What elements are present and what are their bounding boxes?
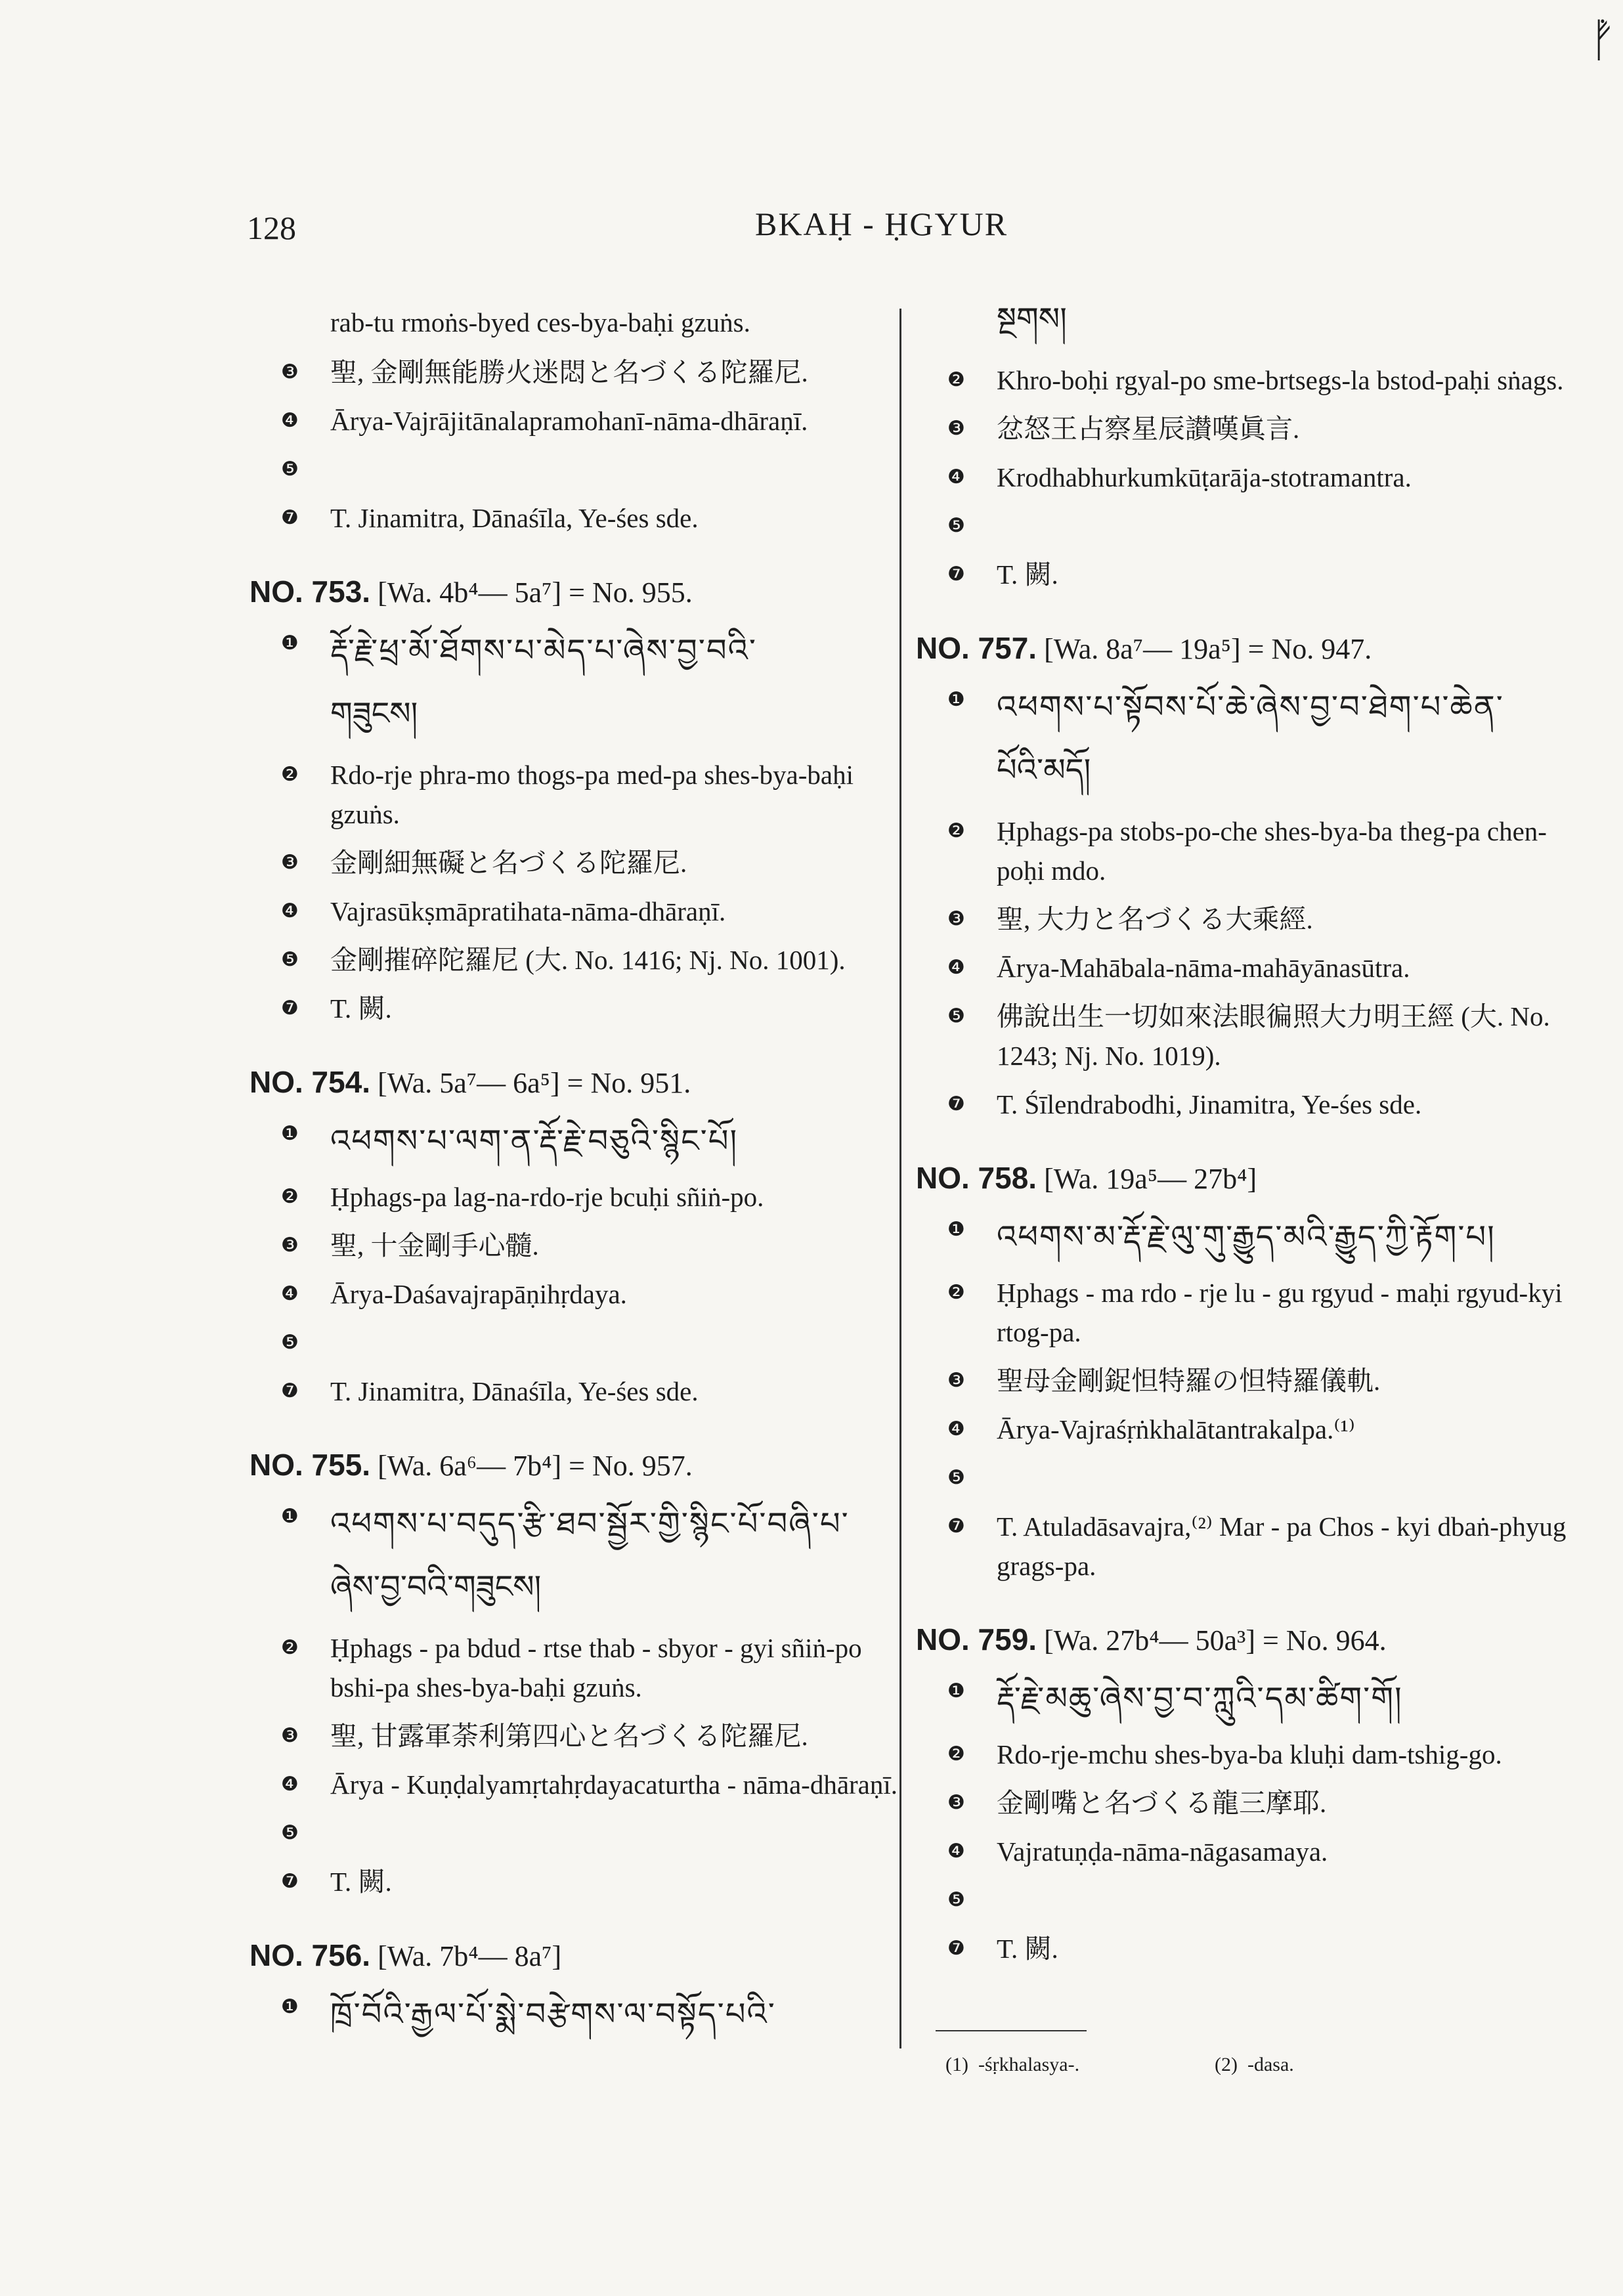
entry-line bbox=[249, 1323, 906, 1362]
tibetan-title bbox=[249, 1114, 906, 1168]
tibetan-text: འཕགས་པ་བདུད་རྩི་ཐབ་སྦྱོར་གྱི་སྙིང་པོ་བཞི་པ་ bbox=[330, 1505, 850, 1542]
entry-line bbox=[916, 555, 1579, 594]
item-text: Ḥphags-pa stobs-po-che shes-bya-ba theg-pa chen-poḥi mdo. bbox=[997, 816, 1547, 886]
footnote-rule bbox=[936, 2030, 1087, 2031]
item-text: Rdo-rje-mchu shes-bya-ba kluḥi dam-tshig-go. bbox=[997, 1739, 1502, 1769]
entry-line bbox=[916, 1458, 1579, 1498]
entry-line bbox=[916, 1361, 1579, 1400]
item-text: 金剛細無礙と名づくる陀羅尼. bbox=[330, 848, 687, 878]
item-number: ❹ bbox=[281, 899, 299, 922]
item-number: ❸ bbox=[281, 360, 299, 383]
entry-number: NO. 753. bbox=[249, 574, 371, 609]
corner-mark: ᚡ bbox=[1589, 13, 1616, 67]
entry-line bbox=[916, 360, 1579, 400]
item-text: Ārya-Vajrājitānalapramohanī-nāma-dhāraṇī. bbox=[330, 406, 808, 436]
left-column bbox=[249, 299, 906, 2077]
entry-line bbox=[249, 940, 906, 980]
entry-number: NO. 756. bbox=[249, 1938, 371, 1972]
item-number: ❺ bbox=[947, 1466, 965, 1489]
item-text: 聖母金剛鋜怛特羅の怛特羅儀軌. bbox=[997, 1366, 1381, 1396]
item-text: 聖, 金剛無能勝火迷悶と名づくる陀羅尼. bbox=[330, 357, 808, 387]
entry-ref: [Wa. 6a⁶— 7b⁴] = No. 957. bbox=[378, 1450, 693, 1482]
item-text: 聖, 甘露軍荼利第四心と名づくる陀羅尼. bbox=[330, 1721, 808, 1751]
entry-header bbox=[916, 630, 1579, 666]
entry-line bbox=[916, 409, 1579, 448]
tibetan-text: འཕགས་པ་སྟོབས་པོ་ཆེ་ཞེས་བྱ་བ་ཐེག་པ་ཆེན་ bbox=[997, 689, 1504, 726]
entry-line bbox=[249, 1862, 906, 1901]
footnote-text: -śṛkhalasya-. bbox=[978, 2054, 1080, 2075]
item-number: ❶ bbox=[281, 1505, 300, 1528]
item-number: ❺ bbox=[281, 1821, 299, 1844]
footnote-1 bbox=[945, 2054, 1079, 2076]
item-number: ❹ bbox=[947, 956, 965, 979]
item-text: T. Jinamitra, Dānaśīla, Ye-śes sde. bbox=[330, 1376, 699, 1406]
entry-line bbox=[249, 843, 906, 882]
item-number: ❸ bbox=[281, 851, 299, 874]
continued-text: rab-tu rmoṅs-byed ces-bya-baḥi gzuṅs. bbox=[330, 307, 750, 337]
entry-number: NO. 755. bbox=[249, 1448, 371, 1482]
item-number: ❺ bbox=[947, 514, 965, 537]
entry-line bbox=[916, 1929, 1579, 1968]
entry-line bbox=[916, 1832, 1579, 1871]
item-number: ❷ bbox=[947, 368, 965, 391]
item-text: T. Atuladāsavajra,⁽²⁾ Mar - pa Chos - kyi dbaṅ-phyug grags-pa. bbox=[997, 1511, 1567, 1581]
entry-line bbox=[916, 1880, 1579, 1920]
entry-line bbox=[249, 1628, 906, 1707]
item-text: 金剛摧碎陀羅尼 (大. No. 1416; Nj. No. 1001). bbox=[330, 945, 846, 975]
tibetan-title bbox=[249, 1987, 906, 2041]
item-number: ❺ bbox=[947, 1005, 965, 1028]
entry-line bbox=[249, 1765, 906, 1804]
item-number: ❼ bbox=[947, 563, 965, 586]
item-number: ❷ bbox=[281, 763, 299, 786]
tibetan-text: འཕགས་པ་ལག་ན་རྡོ་རྗེ་བཅུའི་སྙིང་པོ། bbox=[330, 1123, 739, 1159]
entry-line bbox=[249, 1226, 906, 1265]
entry-line bbox=[916, 506, 1579, 546]
item-text: Ḥphags-pa lag-na-rdo-rje bcuḥi sñiṅ-po. bbox=[330, 1182, 764, 1212]
tibetan-title bbox=[916, 680, 1579, 734]
entry-line bbox=[249, 450, 906, 489]
entry-line bbox=[249, 1372, 906, 1411]
item-number: ❷ bbox=[281, 1185, 299, 1208]
item-number: ❺ bbox=[947, 1888, 965, 1911]
entry-line bbox=[249, 1716, 906, 1756]
entry-header bbox=[916, 1160, 1579, 1196]
entry-line bbox=[249, 755, 906, 834]
entry-ref: [Wa. 7b⁴— 8a⁷] bbox=[378, 1940, 562, 1972]
entry-header bbox=[249, 574, 906, 609]
item-text: T. 闕. bbox=[330, 1867, 392, 1897]
continued-lines bbox=[916, 360, 1579, 594]
entry-757 bbox=[916, 630, 1579, 1124]
item-number: ❶ bbox=[947, 1218, 966, 1241]
item-number: ❹ bbox=[281, 1773, 299, 1796]
item-number: ❸ bbox=[281, 1724, 299, 1747]
entry-753 bbox=[249, 574, 906, 1028]
entry-ref: [Wa. 19a⁵— 27b⁴] bbox=[1044, 1163, 1257, 1195]
continued-lines bbox=[249, 353, 906, 538]
entry-number: NO. 754. bbox=[249, 1065, 371, 1099]
entry-ref: [Wa. 5a⁷— 6a⁵] = No. 951. bbox=[378, 1067, 691, 1099]
item-number: ❸ bbox=[947, 907, 965, 930]
tibetan-continued: ཞེས་བྱ་བའི་གཟུངས། bbox=[330, 1569, 542, 1605]
item-number: ❸ bbox=[947, 1791, 965, 1814]
entry-line bbox=[249, 401, 906, 441]
entry-758 bbox=[916, 1160, 1579, 1586]
entry-line bbox=[916, 1410, 1579, 1449]
item-number: ❷ bbox=[947, 819, 965, 842]
item-number: ❼ bbox=[947, 1937, 965, 1960]
page-number: 128 bbox=[247, 209, 296, 246]
tibetan-title bbox=[916, 1210, 1579, 1264]
footnote-2 bbox=[1215, 2054, 1294, 2076]
item-number: ❶ bbox=[947, 1679, 966, 1702]
tibetan-title bbox=[249, 624, 906, 678]
entry-number: NO. 758. bbox=[916, 1161, 1037, 1195]
item-number: ❶ bbox=[281, 1995, 300, 2018]
item-text: Ḥphags - pa bdud - rtse thab - sbyor - gyi sñiṅ-po bshi-pa shes-bya-baḥi gzuṅs. bbox=[330, 1633, 862, 1702]
tibetan-text: ཁྲོ་བོའི་རྒྱལ་པོ་སྨེ་བརྩེགས་ལ་བསྟོད་པའི་ bbox=[330, 1996, 776, 2033]
entry-line bbox=[916, 1273, 1579, 1352]
item-number: ❹ bbox=[281, 409, 299, 432]
item-number: ❼ bbox=[947, 1515, 965, 1538]
entry-ref: [Wa. 8a⁷— 19a⁵] = No. 947. bbox=[1044, 633, 1372, 665]
item-number: ❸ bbox=[947, 1369, 965, 1392]
tibetan-continued: སྔགས། bbox=[997, 301, 1067, 337]
entry-759 bbox=[916, 1622, 1579, 1968]
item-number: ❸ bbox=[281, 1234, 299, 1257]
entry-line bbox=[916, 1735, 1579, 1774]
entry-line bbox=[916, 899, 1579, 939]
footnote-mark: (2) bbox=[1215, 2054, 1238, 2075]
item-text: Rdo-rje phra-mo thogs-pa med-pa shes-bya-baḥi gzuṅs. bbox=[330, 760, 854, 829]
tibetan-continued: པོའི་མདོ། bbox=[997, 752, 1091, 789]
item-text: Krodhabhurkumkūṭarāja-stotramantra. bbox=[997, 462, 1412, 492]
item-number: ❹ bbox=[947, 466, 965, 488]
entry-header bbox=[249, 1064, 906, 1100]
entry-ref: [Wa. 4b⁴— 5a⁷] = No. 955. bbox=[378, 576, 693, 609]
item-number: ❺ bbox=[281, 948, 299, 971]
item-number: ❸ bbox=[947, 417, 965, 440]
entry-line bbox=[916, 812, 1579, 890]
tibetan-text: རྡོ་རྗེ་མཆུ་ཞེས་བྱ་བ་ཀླུའི་དམ་ཚིག་གོ། bbox=[997, 1680, 1403, 1717]
tibetan-title bbox=[249, 1497, 906, 1551]
item-text: 聖, 大力と名づくる大乘經. bbox=[997, 904, 1313, 934]
item-number: ❹ bbox=[281, 1282, 299, 1305]
item-number: ❶ bbox=[281, 632, 300, 655]
item-number: ❷ bbox=[947, 1743, 965, 1765]
item-text: Ḥphags - ma rdo - rje lu - gu rgyud - maḥi rgyud-kyi rtog-pa. bbox=[997, 1278, 1563, 1347]
item-text: Vajratuṇḍa-nāma-nāgasamaya. bbox=[997, 1836, 1328, 1867]
item-number: ❷ bbox=[947, 1281, 965, 1304]
entry-ref: [Wa. 27b⁴— 50a³] = No. 964. bbox=[1044, 1624, 1387, 1657]
entry-line bbox=[916, 1085, 1579, 1124]
item-number: ❶ bbox=[947, 688, 966, 711]
entry-line bbox=[916, 1783, 1579, 1823]
entry-line bbox=[249, 1274, 906, 1314]
entry-number: NO. 757. bbox=[916, 631, 1037, 665]
item-number: ❼ bbox=[281, 997, 299, 1020]
entry-line bbox=[916, 997, 1579, 1075]
entry-header bbox=[249, 1938, 906, 1973]
item-text: T. 闕. bbox=[330, 993, 392, 1024]
item-text: Vajrasūkṣmāpratihata-nāma-dhāraṇī. bbox=[330, 896, 726, 926]
item-number: ❼ bbox=[947, 1093, 965, 1116]
item-number: ❺ bbox=[281, 1331, 299, 1354]
entry-line bbox=[916, 1507, 1579, 1586]
item-number: ❹ bbox=[947, 1840, 965, 1863]
footnote-text: -dasa. bbox=[1247, 2054, 1294, 2075]
item-text: 聖, 十金剛手心髓. bbox=[330, 1230, 539, 1261]
item-text: Ārya-Daśavajrapāṇihṛdaya. bbox=[330, 1279, 627, 1309]
tibetan-text: རྡོ་རྗེ་ཕྲ་མོ་ཐོགས་པ་མེད་པ་ཞེས་བྱ་བའི་ bbox=[330, 632, 757, 669]
item-text: Ārya-Mahābala-nāma-mahāyānasūtra. bbox=[997, 953, 1410, 983]
tibetan-title bbox=[916, 1672, 1579, 1725]
item-text: T. 闕. bbox=[997, 559, 1058, 590]
item-text: 佛說出生一切如來法眼徧照大力明王經 (大. No. 1243; Nj. No. 1019). bbox=[997, 1001, 1550, 1071]
item-number: ❼ bbox=[281, 506, 299, 529]
item-text: 忿怒王占察星辰讃嘆眞言. bbox=[997, 414, 1300, 444]
entry-number: NO. 759. bbox=[916, 1622, 1037, 1657]
item-text: Khro-boḥi rgyal-po sme-brtsegs-la bstod-paḥi sṅags. bbox=[997, 365, 1564, 395]
item-number: ❶ bbox=[281, 1122, 300, 1145]
entry-line bbox=[249, 1813, 906, 1853]
item-number: ❼ bbox=[281, 1870, 299, 1893]
item-text: T. Śīlendrabodhi, Jinamitra, Ye-śes sde. bbox=[997, 1089, 1422, 1119]
tibetan-continued: གཟུངས། bbox=[330, 695, 418, 732]
item-number: ❷ bbox=[281, 1636, 299, 1659]
entry-line bbox=[916, 948, 1579, 987]
entry-line bbox=[249, 1177, 906, 1217]
item-text: Ārya - Kuṇḍalyamṛtahṛdayacaturtha - nāma-dhāraṇī. bbox=[330, 1769, 898, 1800]
entry-line bbox=[249, 498, 906, 538]
entry-header bbox=[916, 1622, 1579, 1657]
item-number: ❺ bbox=[281, 458, 299, 481]
entry-754 bbox=[249, 1064, 906, 1411]
entry-line bbox=[249, 989, 906, 1028]
item-text: 金剛嘴と名づくる龍三摩耶. bbox=[997, 1788, 1327, 1818]
right-column bbox=[916, 299, 1579, 2004]
item-number: ❼ bbox=[281, 1379, 299, 1402]
item-text: T. 闕. bbox=[997, 1934, 1058, 1964]
entry-755 bbox=[249, 1447, 906, 1901]
item-text: T. Jinamitra, Dānaśīla, Ye-śes sde. bbox=[330, 503, 699, 533]
item-number: ❹ bbox=[947, 1418, 965, 1440]
running-head: BKAḤ - ḤGYUR bbox=[755, 206, 1008, 242]
entry-line bbox=[916, 458, 1579, 497]
tibetan-text: འཕགས་མ་རྡོ་རྗེ་ལུ་གུ་རྒྱུད་མའི་རྒྱུད་ཀྱི་རྟོག་པ། bbox=[997, 1219, 1496, 1255]
footnote-mark: (1) bbox=[945, 2054, 968, 2075]
entry-header bbox=[249, 1447, 906, 1483]
entry-line bbox=[249, 892, 906, 931]
entry-756 bbox=[249, 1938, 906, 2041]
item-text: Ārya-Vajraśṛṅkhalātantrakalpa.⁽¹⁾ bbox=[997, 1414, 1355, 1444]
entry-line bbox=[249, 353, 906, 392]
